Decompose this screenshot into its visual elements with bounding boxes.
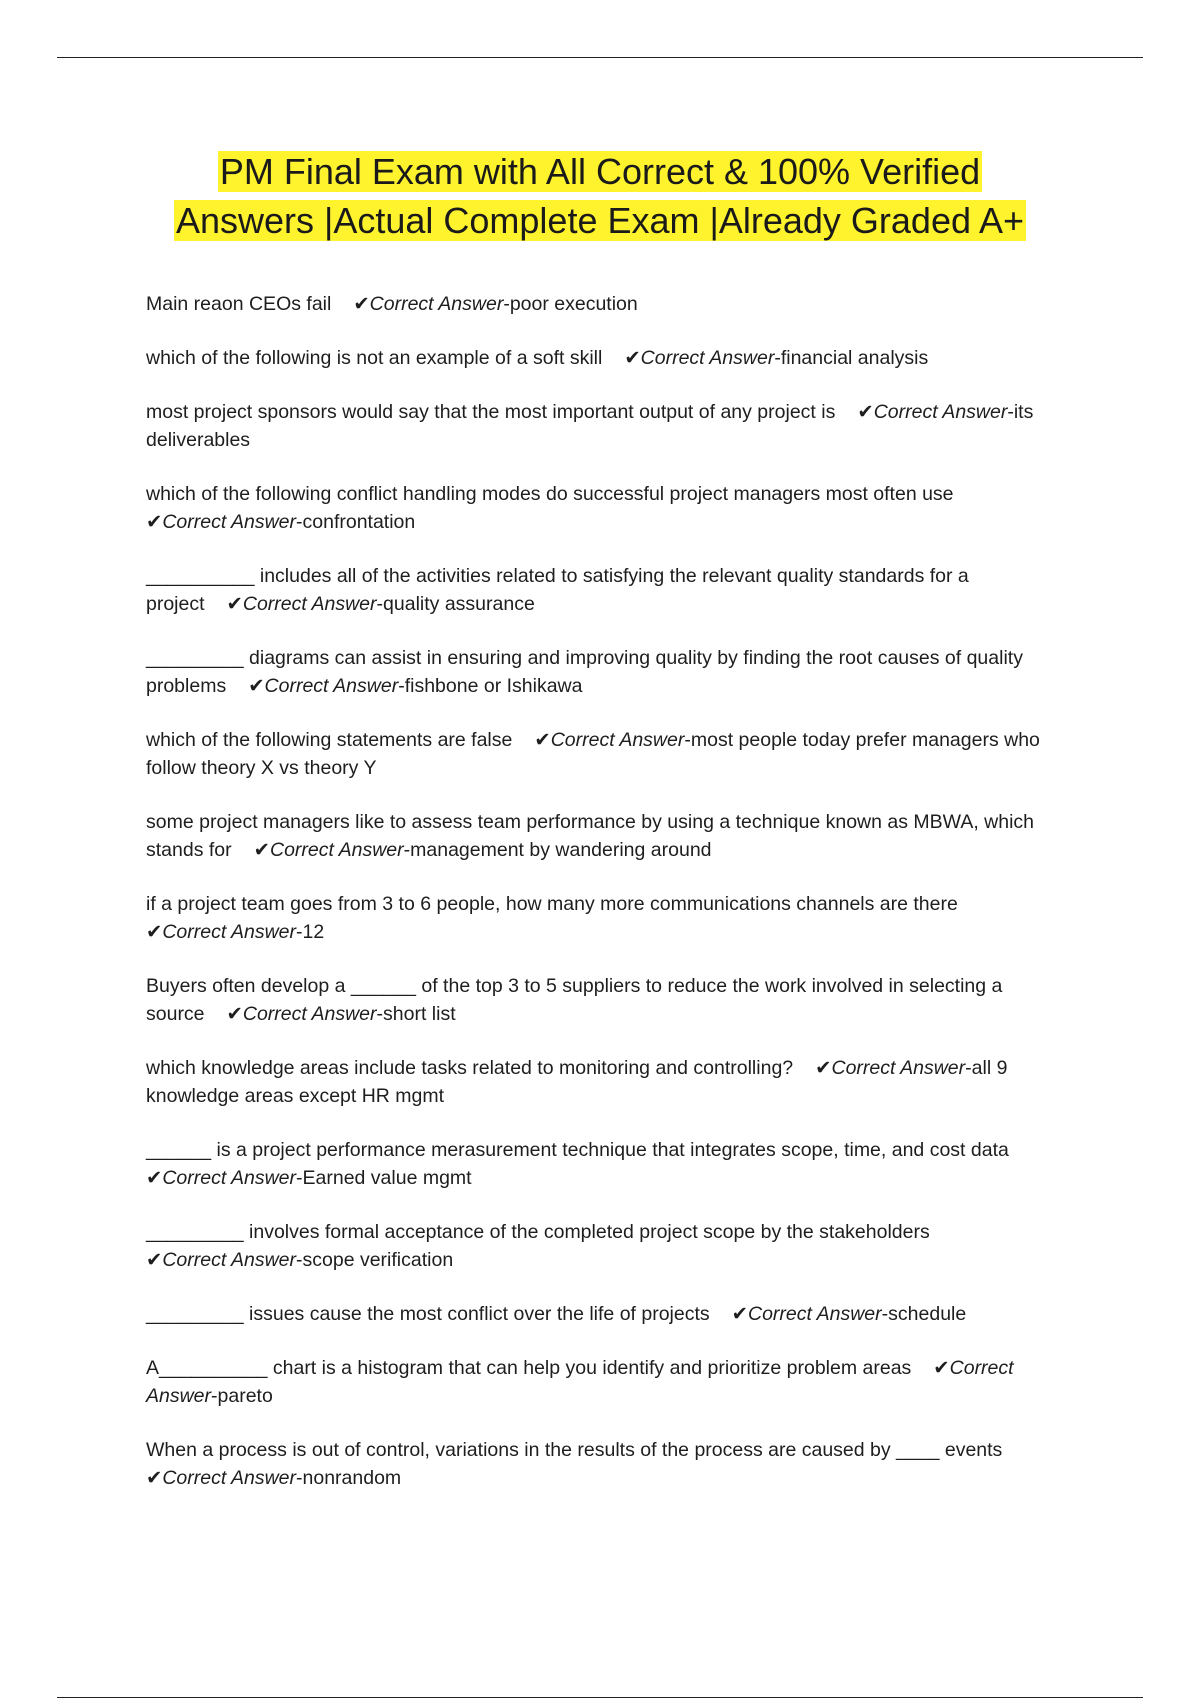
answer-separator: - [684, 729, 691, 751]
qa-item [146, 480, 1056, 536]
top-rule [57, 57, 1143, 58]
checkmark-icon: ✔ [146, 1467, 163, 1489]
answer-text: financial analysis [780, 347, 929, 369]
question-text: which of the following conflict handling modes do successful project managers most often use [146, 483, 954, 505]
answer-text: its deliverables [146, 401, 1034, 451]
answer-text: most people today prefer managers who follow theory X vs theory Y [146, 729, 1040, 779]
answer-label: Correct Answer [162, 921, 296, 943]
answer-label: Correct Answer [748, 1303, 882, 1325]
answer-text: confrontation [302, 511, 416, 533]
answer-separator: - [965, 1057, 972, 1079]
checkmark-icon: ✔ [146, 921, 163, 943]
qa-item [146, 562, 1056, 618]
question-text: Main reaon CEOs fail [146, 293, 332, 315]
qa-item [146, 808, 1056, 864]
document-title [0, 147, 1200, 245]
answer-label: Correct Answer [146, 1357, 1014, 1407]
answer-separator: - [881, 1303, 889, 1325]
qa-item [146, 290, 1056, 318]
answer-text: fishbone or Ishikawa [404, 675, 583, 697]
question-text: which of the following statements are false [146, 729, 513, 751]
answer-text: Earned value mgmt [302, 1167, 472, 1189]
answer-text: quality assurance [383, 593, 535, 615]
checkmark-icon: ✔ [226, 593, 243, 615]
question-text: _________ issues cause the most conflict over the life of projects [146, 1303, 710, 1325]
checkmark-icon: ✔ [731, 1303, 748, 1325]
title-line-2: Answers |Actual Complete Exam |Already Graded A+ [175, 200, 1025, 241]
checkmark-icon: ✔ [226, 1003, 243, 1025]
answer-separator: - [296, 1167, 303, 1189]
answer-label: Correct Answer [640, 347, 775, 369]
checkmark-icon: ✔ [353, 293, 370, 315]
question-text: if a project team goes from 3 to 6 people, how many more communications channels are there [146, 893, 958, 915]
question-text: most project sponsors would say that the most important output of any project is [146, 401, 836, 423]
answer-label: Correct Answer [369, 293, 504, 315]
question-text: A__________ chart is a histogram that can help you identify and prioritize problem areas [146, 1357, 912, 1379]
answer-label: Correct Answer [162, 511, 296, 533]
answer-separator: - [398, 675, 405, 697]
answer-text: pareto [217, 1385, 273, 1407]
question-text: Buyers often develop a ______ of the top 3 to 5 suppliers to reduce the work involved in selecting a source [146, 975, 1003, 1025]
question-text: some project managers like to assess team performance by using a technique known as MBWA, which stands for [146, 811, 1035, 861]
qa-item [146, 1054, 1056, 1110]
answer-text: management by wandering around [410, 839, 712, 861]
qa-item [146, 344, 1056, 372]
checkmark-icon: ✔ [146, 511, 163, 533]
answer-separator: - [376, 1003, 384, 1025]
answer-text: 12 [302, 921, 325, 943]
qa-item [146, 1218, 1056, 1274]
answer-text: poor execution [509, 293, 638, 315]
question-text: When a process is out of control, variations in the results of the process are caused by ____ events [146, 1439, 1003, 1461]
qa-item [146, 398, 1056, 454]
qa-item [146, 644, 1056, 700]
answer-text: short list [383, 1003, 456, 1025]
answer-separator: - [1007, 401, 1014, 423]
checkmark-icon: ✔ [933, 1357, 950, 1379]
answer-label: Correct Answer [873, 401, 1008, 423]
question-text: __________ includes all of the activities related to satisfying the relevant quality standards for a project [146, 565, 969, 615]
checkmark-icon: ✔ [146, 1249, 163, 1271]
checkmark-icon: ✔ [624, 347, 641, 369]
answer-label: Correct Answer [831, 1057, 966, 1079]
answer-separator: - [296, 1467, 303, 1489]
checkmark-icon: ✔ [253, 839, 270, 861]
qa-item [146, 1436, 1056, 1492]
checkmark-icon: ✔ [857, 401, 874, 423]
answer-label: Correct Answer [269, 839, 404, 861]
qa-item [146, 726, 1056, 782]
qa-item [146, 1136, 1056, 1192]
answer-label: Correct Answer [242, 1003, 377, 1025]
question-text: _________ involves formal acceptance of the completed project scope by the stakeholders [146, 1221, 930, 1243]
answer-separator: - [211, 1385, 218, 1407]
answer-separator: - [296, 921, 303, 943]
answer-text: nonrandom [302, 1467, 402, 1489]
qa-item [146, 972, 1056, 1028]
checkmark-icon: ✔ [248, 675, 265, 697]
answer-separator: - [376, 593, 384, 615]
answer-text: all 9 knowledge areas except HR mgmt [146, 1057, 1008, 1107]
answer-separator: - [403, 839, 411, 861]
qa-item [146, 1354, 1056, 1410]
bottom-rule [57, 1697, 1143, 1698]
checkmark-icon: ✔ [146, 1167, 163, 1189]
answer-label: Correct Answer [162, 1467, 296, 1489]
question-text: which of the following is not an example of a soft skill [146, 347, 603, 369]
answer-separator: - [503, 293, 510, 315]
question-text: _________ diagrams can assist in ensuring and improving quality by finding the root causes of quality problems [146, 647, 1023, 697]
answer-separator: - [296, 511, 303, 533]
checkmark-icon: ✔ [534, 729, 551, 751]
checkmark-icon: ✔ [815, 1057, 832, 1079]
answer-label: Correct Answer [550, 729, 685, 751]
qa-item [146, 890, 1056, 946]
answer-label: Correct Answer [264, 675, 399, 697]
question-answer-list [146, 290, 1056, 1518]
question-text: which knowledge areas include tasks related to monitoring and controlling? [146, 1057, 794, 1079]
answer-text: scope verification [302, 1249, 454, 1271]
answer-label: Correct Answer [162, 1167, 296, 1189]
answer-text: schedule [888, 1303, 967, 1325]
answer-separator: - [774, 347, 781, 369]
qa-item [146, 1300, 1056, 1328]
title-line-1: PM Final Exam with All Correct & 100% Verified [219, 151, 981, 192]
answer-label: Correct Answer [242, 593, 377, 615]
answer-separator: - [296, 1249, 303, 1271]
answer-label: Correct Answer [162, 1249, 296, 1271]
question-text: ______ is a project performance merasurement technique that integrates scope, time, and cost data [146, 1139, 1009, 1161]
